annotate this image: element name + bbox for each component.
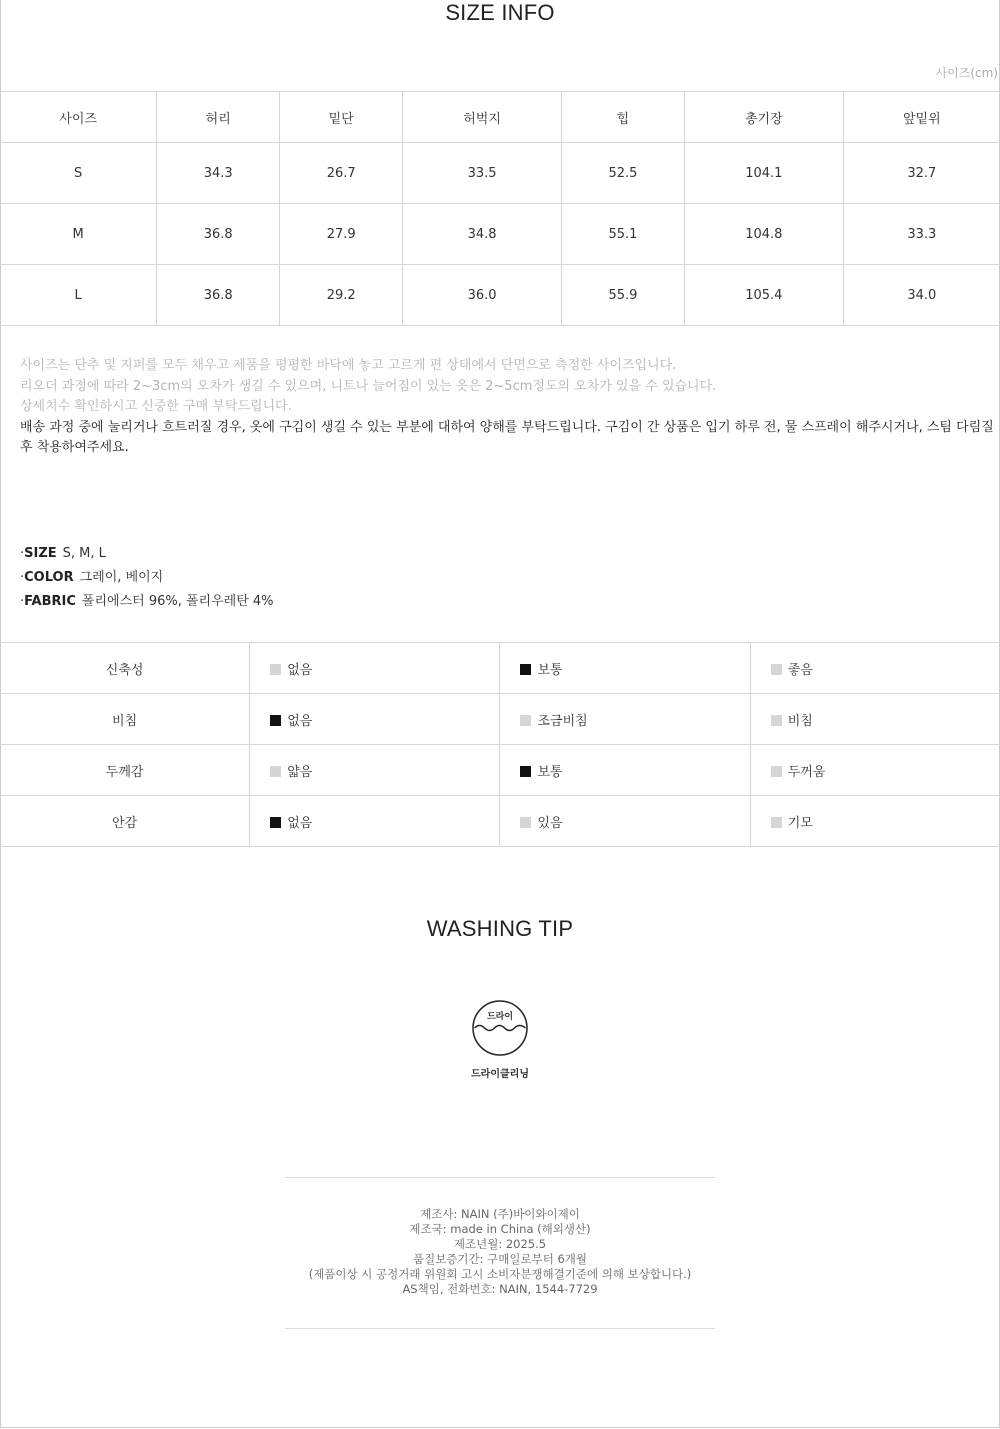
- spec-color: [20, 566, 274, 590]
- dry-clean-icon: [470, 998, 530, 1058]
- header-cell: 사이즈: [0, 92, 157, 143]
- checkbox-icon: [270, 766, 281, 777]
- spec-bullet: ·: [20, 594, 25, 609]
- value-cell: 105.4: [684, 265, 843, 326]
- info-line: 제조국: made in China (해외생산): [409, 1222, 591, 1236]
- size-cell: M: [0, 204, 157, 265]
- feel-option: [750, 796, 1000, 847]
- size-cell: S: [0, 143, 157, 204]
- option-label: 얇음: [287, 764, 313, 780]
- feel-option: [750, 694, 1000, 745]
- shipping-note: 배송 과정 중에 눌리거나 흐트러질 경우, 옷에 구김이 생길 수 있는 부분에 대하여 양해를 부탁드립니다. 구김이 간 상품은 입기 하루 전, 물 스프레이 해주시거나, 스팀 다림질 후 착용하여주세요.: [20, 419, 994, 455]
- info-line: (제품이상 시 공정거래 위원회 고시 소비자분쟁해결기준에 의해 보상합니다.): [308, 1267, 692, 1281]
- value-cell: 36.0: [403, 265, 562, 326]
- spec-value: 그레이, 베이지: [79, 570, 164, 585]
- option-label: 비침: [787, 713, 813, 729]
- value-cell: 34.8: [403, 204, 562, 265]
- note-line: 리오더 과정에 따라 2~3cm의 오차가 생길 수 있으며, 니트나 늘어짐이 있는 옷은 2~5cm정도의 오차가 있을 수 있습니다.: [20, 378, 717, 394]
- option-label: 보통: [537, 764, 563, 780]
- table-row: [0, 204, 1000, 265]
- measurement-notes: [20, 356, 995, 459]
- value-cell: 36.8: [157, 204, 280, 265]
- value-cell: 27.9: [280, 204, 403, 265]
- feel-option: [500, 694, 750, 745]
- checkbox-icon: [771, 766, 782, 777]
- value-cell: 34.3: [157, 143, 280, 204]
- option-label: 기모: [787, 815, 813, 831]
- value-cell: 33.3: [843, 204, 1000, 265]
- option-label: 조금비침: [537, 713, 588, 729]
- info-line: 제조년월: 2025.5: [453, 1237, 547, 1251]
- spec-bullet: ·: [20, 570, 25, 585]
- header-cell: 총기장: [684, 92, 843, 143]
- washing-label: 드라이클리닝: [471, 1069, 529, 1080]
- info-line: 제조사: NAIN (주)바이와이제이: [420, 1207, 580, 1221]
- option-label: 보통: [537, 662, 563, 678]
- option-label: 두꺼움: [787, 764, 826, 780]
- spec-key: COLOR: [24, 570, 74, 585]
- value-cell: 36.8: [157, 265, 280, 326]
- checkbox-icon: [520, 715, 531, 726]
- feel-label: 비침: [0, 694, 250, 745]
- option-label: 좋음: [787, 662, 813, 678]
- spec-fabric: [20, 590, 274, 614]
- header-cell: 허리: [157, 92, 280, 143]
- washing-tip-title: WASHING TIP: [426, 916, 574, 941]
- info-line: 품질보증기간: 구매일로부터 6개월: [412, 1252, 588, 1266]
- spec-value: 폴리에스터 96%, 폴리우레탄 4%: [81, 594, 274, 609]
- feel-option: [500, 643, 750, 694]
- checkbox-icon: [270, 817, 281, 828]
- option-label: 있음: [537, 815, 563, 831]
- value-cell: 34.0: [843, 265, 1000, 326]
- value-cell: 29.2: [280, 265, 403, 326]
- value-cell: 33.5: [403, 143, 562, 204]
- feel-row-thickness: [0, 745, 1000, 796]
- header-cell: 밑단: [280, 92, 403, 143]
- divider: [285, 1177, 715, 1178]
- value-cell: 104.1: [684, 143, 843, 204]
- size-info-title: SIZE INFO: [445, 0, 555, 25]
- value-cell: 55.9: [561, 265, 684, 326]
- feel-label: 두께감: [0, 745, 250, 796]
- spec-size: [20, 542, 274, 566]
- manufacturer-info: [0, 1207, 1000, 1297]
- size-table-header-row: [0, 92, 1000, 143]
- value-cell: 52.5: [561, 143, 684, 204]
- header-cell: 앞밑위: [843, 92, 1000, 143]
- info-line: AS책임, 전화번호: NAIN, 1544-7729: [402, 1282, 598, 1296]
- checkbox-icon: [771, 715, 782, 726]
- table-row: [0, 265, 1000, 326]
- spec-bullet: ·: [20, 546, 25, 561]
- option-label: 없음: [287, 662, 313, 678]
- feel-label: 안감: [0, 796, 250, 847]
- note-line: 사이즈는 단추 및 지퍼를 모두 채우고 제품을 평평한 바닥에 놓고 고르게 편 상태에서 단면으로 측정한 사이즈입니다.: [20, 358, 677, 373]
- divider: [285, 1328, 715, 1329]
- spec-key: SIZE: [24, 546, 57, 561]
- feel-row-sheer: [0, 694, 1000, 745]
- value-cell: 26.7: [280, 143, 403, 204]
- checkbox-icon: [270, 715, 281, 726]
- feel-option: [750, 643, 1000, 694]
- feel-row-stretch: [0, 643, 1000, 694]
- checkbox-icon: [270, 664, 281, 675]
- value-cell: 104.8: [684, 204, 843, 265]
- feel-option: [250, 745, 500, 796]
- spec-value: S, M, L: [62, 546, 106, 561]
- value-cell: 32.7: [843, 143, 1000, 204]
- feel-label: 신축성: [0, 643, 250, 694]
- feel-option: [250, 796, 500, 847]
- note-line: 상세치수 확인하시고 신중한 구매 부탁드립니다.: [20, 399, 292, 414]
- checkbox-icon: [771, 664, 782, 675]
- table-row: [0, 143, 1000, 204]
- icon-text: 드라이: [486, 1012, 514, 1022]
- spec-key: FABRIC: [24, 594, 76, 609]
- feel-option: [250, 694, 500, 745]
- checkbox-icon: [520, 817, 531, 828]
- washing-icon-block: [470, 998, 530, 1080]
- header-cell: 힙: [561, 92, 684, 143]
- size-table: [0, 91, 1000, 326]
- unit-label: 사이즈(cm): [935, 66, 998, 80]
- feel-row-lining: [0, 796, 1000, 847]
- feel-option: [500, 796, 750, 847]
- feel-option: [750, 745, 1000, 796]
- header-cell: 허벅지: [403, 92, 562, 143]
- value-cell: 55.1: [561, 204, 684, 265]
- size-cell: L: [0, 265, 157, 326]
- checkbox-icon: [520, 766, 531, 777]
- feel-option: [500, 745, 750, 796]
- option-label: 없음: [287, 713, 313, 729]
- feel-option: [250, 643, 500, 694]
- fabric-feel-table: [0, 642, 1000, 847]
- product-specs: [20, 542, 274, 614]
- checkbox-icon: [771, 817, 782, 828]
- option-label: 없음: [287, 815, 313, 831]
- checkbox-icon: [520, 664, 531, 675]
